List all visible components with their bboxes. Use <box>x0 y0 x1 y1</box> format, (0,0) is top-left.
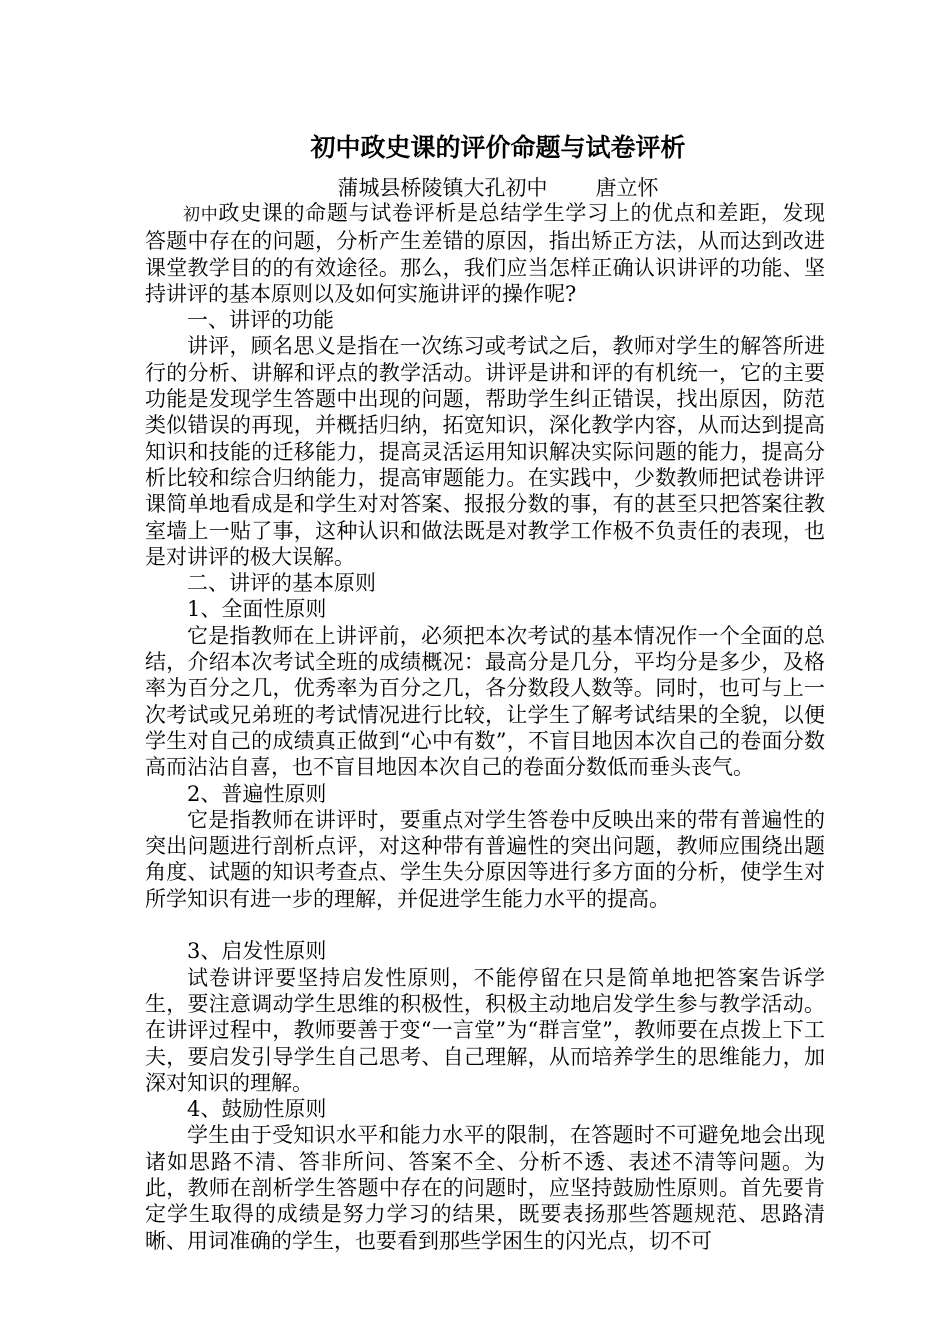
section1-heading: 一、讲评的功能 <box>187 308 334 333</box>
principle1-heading: 1、全面性原则 <box>187 597 327 622</box>
blank-line <box>145 912 825 938</box>
intro-paragraph <box>145 200 825 307</box>
document-body <box>145 200 825 1254</box>
intro-text: 政史课的命题与试卷评析是总结学生学习上的优点和差距，发现答题中存在的问题，分析产生差错的原因，指出矫正方法，从而达到改进课堂教学目的的有效途径。那么，我们应当怎样正确认识讲评的功能、坚持讲评的基本原则以及如何实施讲评的操作呢? <box>145 201 826 306</box>
author-school: 蒲城县桥陵镇大孔初中 <box>337 176 548 200</box>
section2-heading: 二、讲评的基本原则 <box>187 571 376 596</box>
principle3-paragraph: 试卷讲评要坚持启发性原则，不能停留在只是简单地把答案告诉学生，要注意调动学生思维的积极性，积极主动地启发学生参与教学活动。在讲评过程中，教师要善于变“一言堂”为“群言堂”，教师要在点拨上下工夫，要启发引导学生自己思考、自己理解，从而培养学生的思维能力，加深对知识的理解。 <box>145 965 825 1095</box>
author-line <box>0 173 950 203</box>
principle1-paragraph: 它是指教师在上讲评前，必须把本次考试的基本情况作一个全面的总结，介绍本次考试全班的成绩概况：最高分是几分，平均分是多少，及格率为百分之几，优秀率为百分之几，各分数段人数等。同时，也可与上一次考试或兄弟班的考试情况进行比较，让学生了解考试结果的全貌，以便学生对自己的成绩真正做到“心中有数”，不盲目地因本次自己的卷面分数高而沾沾自喜，也不盲目地因本次自己的卷面分数低而垂头丧气。 <box>145 623 825 780</box>
principle3-heading: 3、启发性原则 <box>187 939 327 964</box>
principle4-heading: 4、鼓励性原则 <box>187 1097 327 1122</box>
author-name: 唐立怀 <box>595 176 659 200</box>
principle2-heading: 2、普遍性原则 <box>187 781 327 806</box>
section1-paragraph: 讲评，顾名思义是指在一次练习或考试之后，教师对学生的解答所进行的分析、讲解和评点的教学活动。讲评是讲和评的有机统一，它的主要功能是发现学生答题中出现的问题，帮助学生纠正错误，找出原因，防范类似错误的再现，并概括归纳，拓宽知识，深化教学内容，从而达到提高知识和技能的迁移能力，提高灵活运用知识解决实际问题的能力，提高分析比较和综合归纳能力，提高审题能力。在实践中，少数教师把试卷讲评课简单地看成是和学生对对答案、报报分数的事，有的甚至只把答案往教室墙上一贴了事，这种认识和做法既是对教学工作极不负责任的表现，也是对讲评的极大误解。 <box>145 334 825 569</box>
principle4-paragraph: 学生由于受知识水平和能力水平的限制，在答题时不可避免地会出现诸如思路不清、答非所问、答案不全、分析不透、表述不清等问题。为此，教师在剖析学生答题中存在的问题时，应坚持鼓励性原则。首先要肯定学生取得的成绩是努力学习的结果，既要表扬那些答题规范、思路清晰、用词准确的学生，也要看到那些学困生的闪光点，切不可 <box>145 1123 825 1253</box>
document-title: 初中政史课的评价命题与试卷评析 <box>310 133 686 162</box>
principle2-paragraph: 它是指教师在讲评时，要重点对学生答卷中反映出来的带有普遍性的突出问题进行剖析点评，对这种带有普遍性的突出问题，教师应围绕出题角度、试题的知识考查点、学生失分原因等进行多方面的分析，使学生对所学知识有进一步的理解，并促进学生能力水平的提高。 <box>145 807 825 911</box>
intro-small-text: 初中 <box>183 205 219 225</box>
